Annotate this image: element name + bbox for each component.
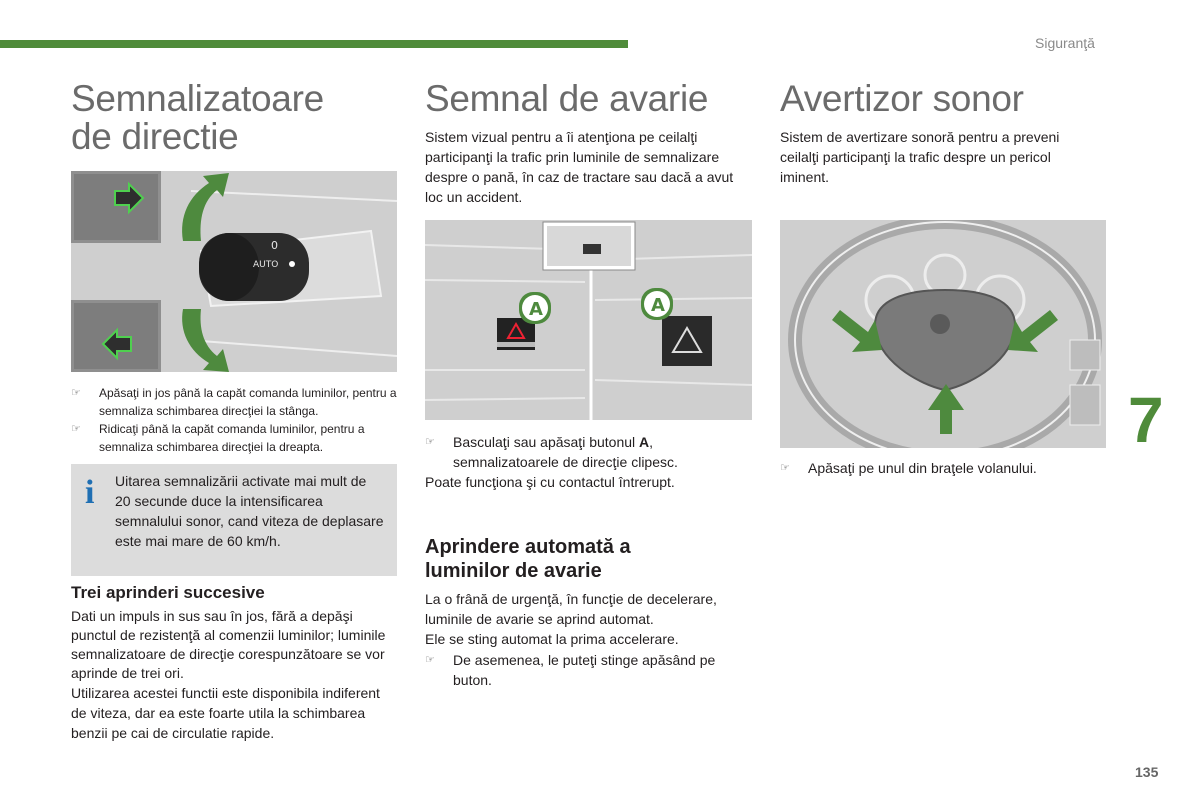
- pointing-hand-icon: ☞: [780, 462, 790, 474]
- hazard-button-illustration: [425, 220, 752, 420]
- pointing-hand-icon: ☞: [425, 436, 435, 448]
- label-a-left: A: [529, 299, 543, 320]
- list-item: ☞ Ridicaţi până la capăt comanda luminilor, pentru a semnaliza schimbarea direcţiei la dreapta.: [71, 422, 365, 454]
- stalk-label-auto: AUTO: [253, 260, 279, 270]
- usage-paragraph: Utilizarea acestei functii este disponibila indiferent de viteza, dar ea este foarte utila la schimbarea benzii pe cai de circulatie rapide.: [71, 685, 380, 741]
- title-line-1: Semnalizatoare: [71, 78, 324, 119]
- info-box: [71, 464, 397, 576]
- hazard-intro: Sistem vizual pentru a îi atenţiona pe ceilalţi participanţi la trafic prin luminile de semnalizare despre o pană, în caz de tractare sau dacă a avut loc un accident.: [425, 129, 734, 205]
- turn-signals-title: [71, 80, 324, 156]
- hazard-instructions-list: [425, 432, 750, 472]
- stalk-label-zero: 0: [271, 239, 278, 252]
- chapter-number: 7: [1128, 384, 1164, 456]
- hazard-warning-title: Semnal de avarie: [425, 78, 709, 119]
- auto-hazard-heading: Aprindere automată a luminilor de avarie: [425, 536, 631, 582]
- steering-wheel-illustration: [780, 220, 1106, 448]
- turn-signal-stalk-illustration: [71, 171, 397, 372]
- section-color-bar: [0, 40, 628, 48]
- section-label: Siguranţă: [1035, 35, 1095, 51]
- page-number: 135: [1135, 764, 1159, 780]
- three-flashes-heading: Trei aprinderi succesive: [71, 583, 265, 602]
- pointing-hand-icon: ☞: [71, 423, 81, 435]
- auto-hazard-paragraph: La o frână de urgenţă, în funcţie de decelerare, luminile de avarie se aprind automat.: [425, 591, 717, 627]
- list-item: ☞ Basculaţi sau apăsaţi butonul A, semnalizatoarele de direcţie clipesc.: [425, 434, 678, 470]
- list-item: ☞ Apăsaţi in jos până la capăt comanda luminilor, pentru a semnaliza schimbarea direcţiei la stânga.: [71, 386, 397, 418]
- title-line-2: de directie: [71, 116, 239, 157]
- horn-instructions-list: [780, 458, 1100, 478]
- hazard-note: Poate funcţiona şi cu contactul întrerupt.: [425, 474, 675, 490]
- auto-hazard-off-paragraph: Ele se sting automat la prima accelerare.: [425, 631, 679, 647]
- list-item: ☞ De asemenea, le puteţi stinge apăsând pe buton.: [425, 652, 716, 688]
- horn-intro: Sistem de avertizare sonoră pentru a preveni ceilalţi participanţi la trafic despre un pericol iminent.: [780, 129, 1060, 185]
- stalk-instructions-list: [71, 384, 401, 456]
- list-item: ☞ Apăsaţi pe unul din braţele volanului.: [780, 460, 1037, 476]
- horn-title: Avertizor sonor: [780, 78, 1024, 119]
- pointing-hand-icon: ☞: [71, 387, 81, 399]
- three-flashes-paragraph: Dati un impuls in sus sau în jos, fără a depăşi punctul de rezistenţă al comenzii luminilor; luminile semnalizatoare de direcţie corespunzătoare se vor aprinde de trei ori.: [71, 608, 386, 681]
- info-icon: i: [85, 474, 95, 511]
- auto-hazard-list: [425, 650, 750, 690]
- label-a-right: A: [651, 295, 665, 316]
- pointing-hand-icon: ☞: [425, 654, 435, 666]
- info-text: Uitarea semnalizării activate mai mult de 20 secunde duce la intensificarea semnalului sonor, cand viteza de deplasare este mai mare de 60 km/h.: [115, 473, 384, 549]
